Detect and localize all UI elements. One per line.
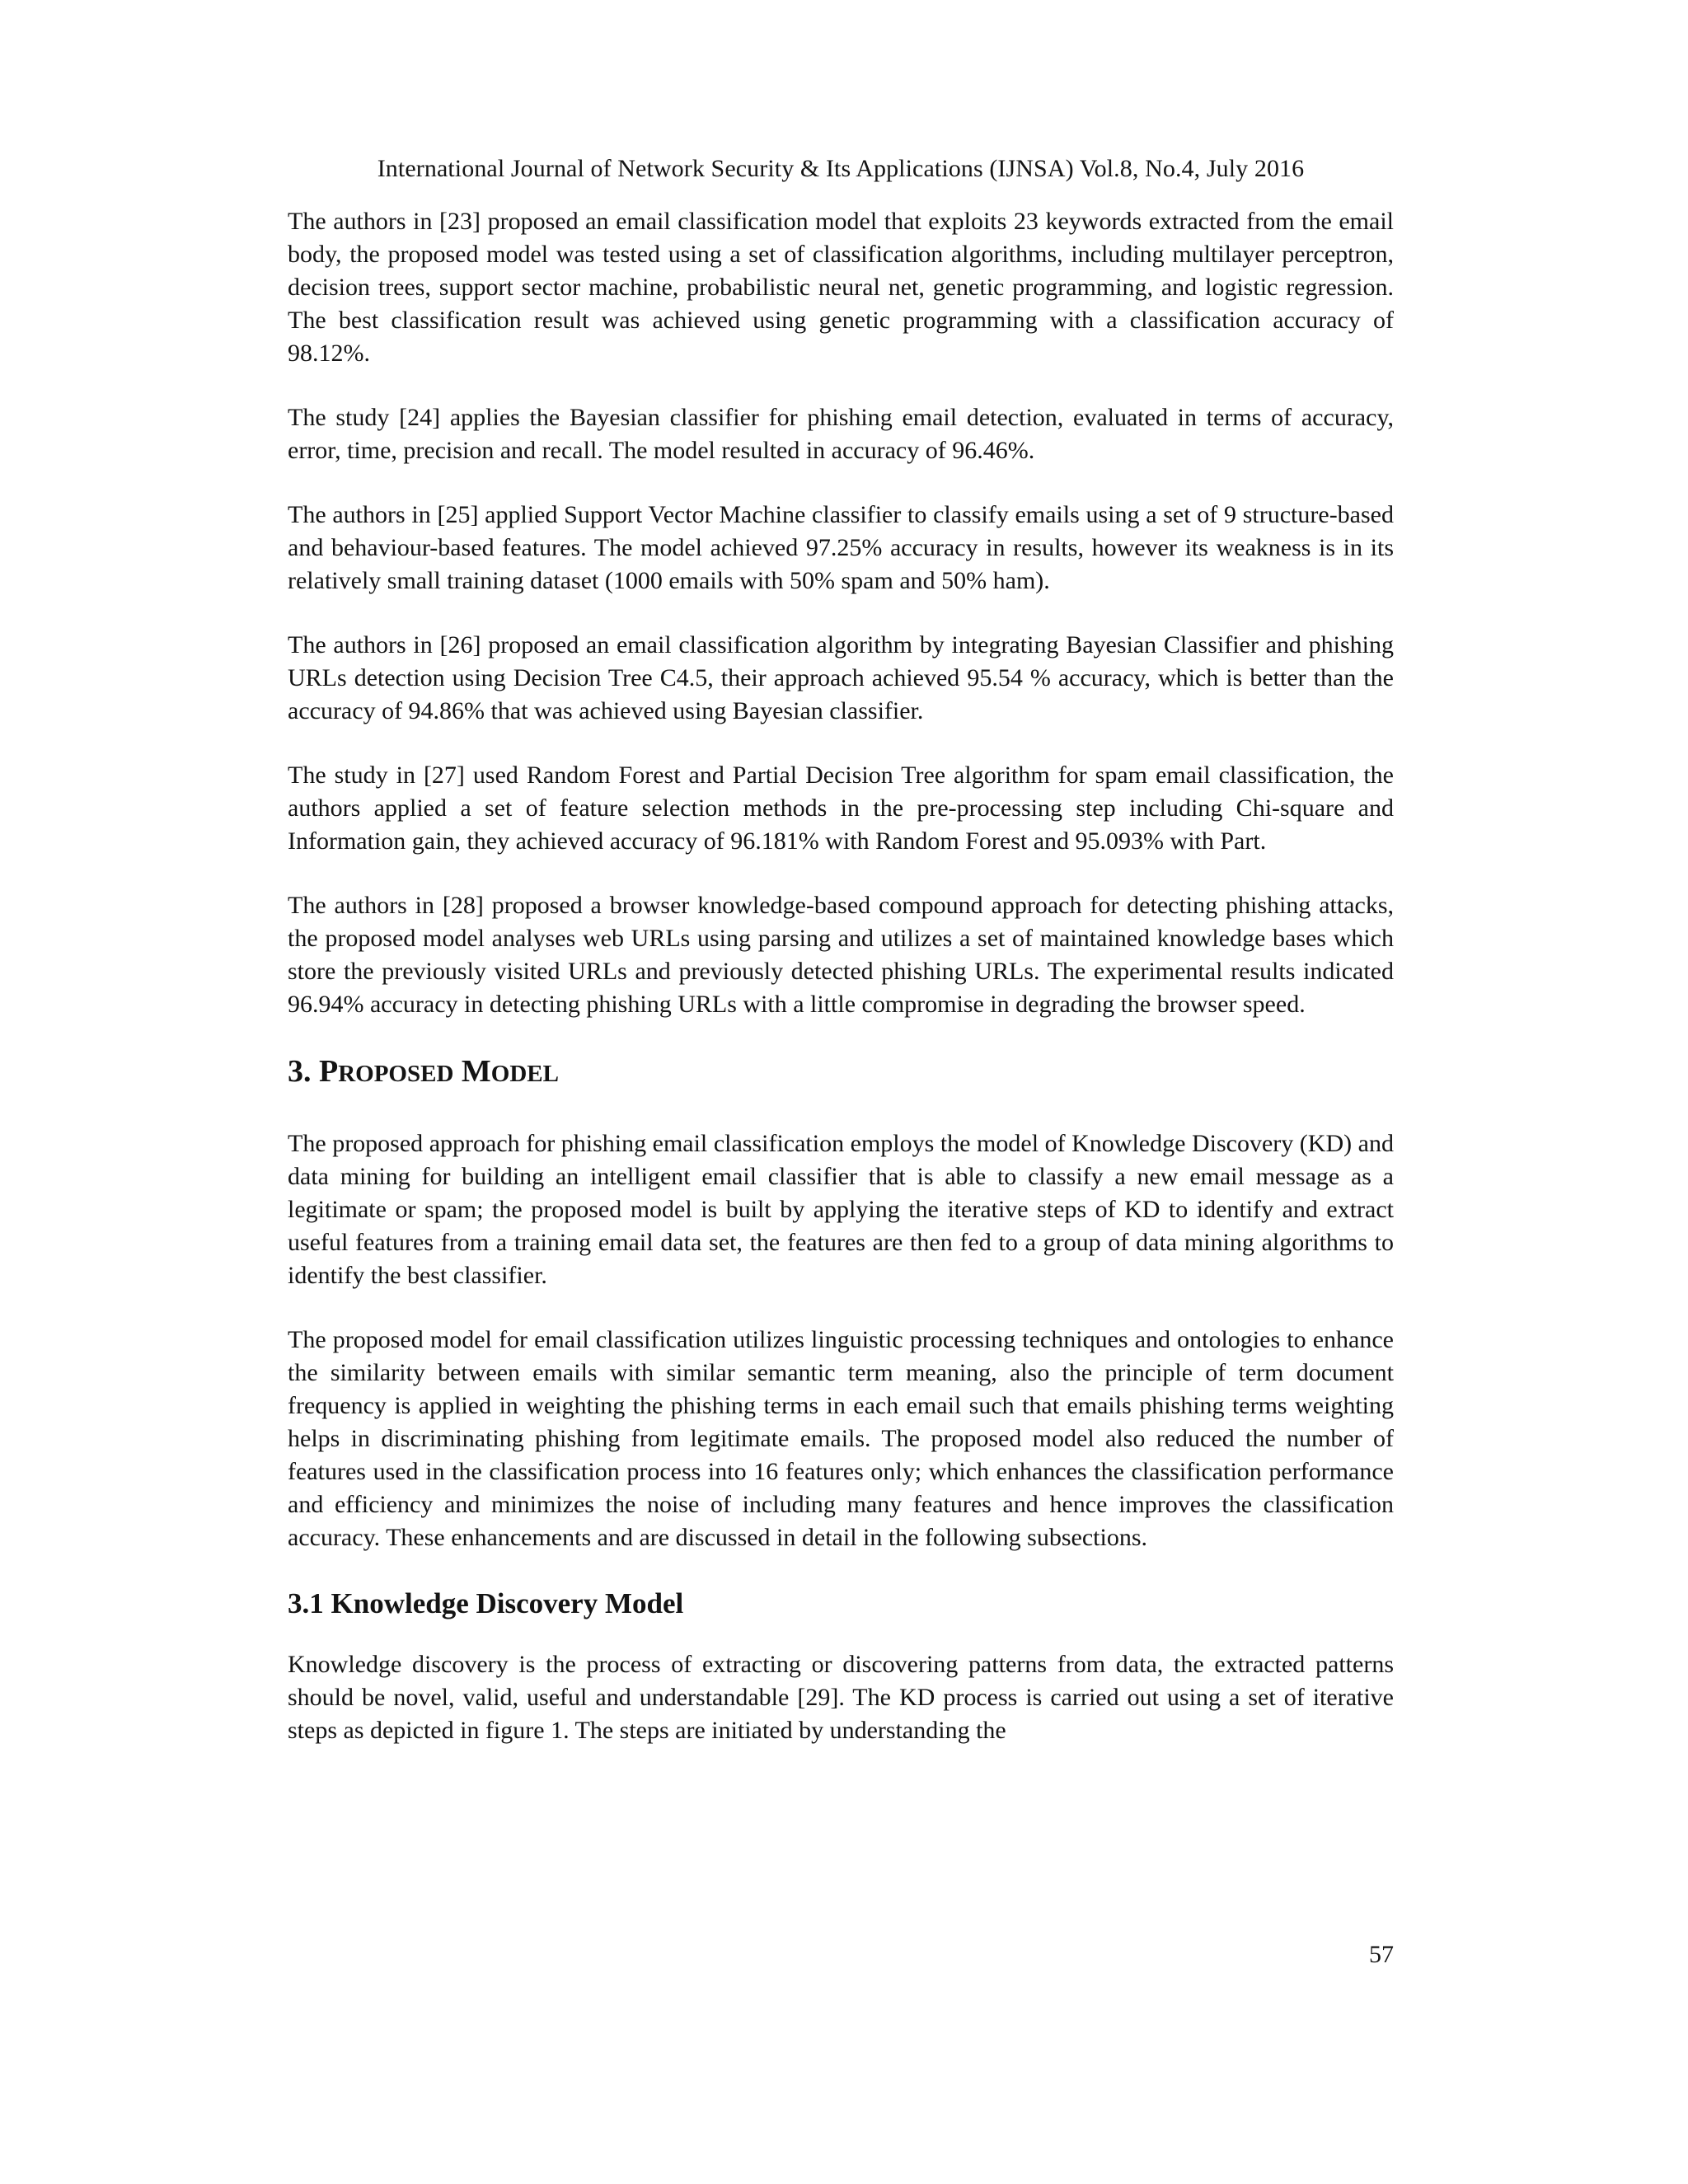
paragraph-knowledge-discovery: Knowledge discovery is the process of extracting or discovering patterns from data, the extracted patterns should be novel, valid, useful and understandable [29]. The KD process is carried out using a set of iterative steps as depicted in figure 1. The steps are initiated by understanding the — [288, 1651, 1394, 1744]
paragraph-ref-28: The authors in [28] proposed a browser knowledge-based compound approach for detecting phishing attacks, the proposed model analyses web URLs using parsing and utilizes a set of maintained knowledge bases which store the previously visited URLs and previously detected phishing URLs. The experimental results indicated 96.94% accuracy in detecting phishing URLs with a little compromise in degrading the browser speed. — [288, 892, 1394, 1018]
paragraph-proposed-model: The proposed model for email classification utilizes linguistic processing techniques and ontologies to enhance the similarity between emails with similar semantic term meaning, also the principle of term document frequency is applied in weighting the phishing terms in each email such that emails phishing terms weighting helps in discriminating phishing from legitimate emails. The proposed model also reduced the number of features used in the classification process into 16 features only; which enhances the classification performance and efficiency and minimizes the noise of including many features and hence improves the classification accuracy. These enhancements and are discussed in detail in the following subsections. — [288, 1326, 1394, 1551]
paragraph-ref-27: The study in [27] used Random Forest and Partial Decision Tree algorithm for spam email classification, the authors applied a set of feature selection methods in the pre-processing step including Chi-square and Information gain, they achieved accuracy of 96.181% with Random Forest and 95.093% with Part. — [288, 762, 1394, 855]
subsection-heading-knowledge-discovery: 3.1 Knowledge Discovery Model — [288, 1587, 684, 1619]
section-title-rest-1: ROPOSED — [338, 1061, 454, 1087]
paragraph-ref-23: The authors in [23] proposed an email classification model that exploits 23 keywords extracted from the email body, the proposed model was tested using a set of classification algorithms, including multilayer perceptron, decision trees, support sector machine, probabilistic neural net, genetic programming, and logistic regression. The best classification result was achieved using genetic programming with a classification accuracy of 98.12%. — [288, 208, 1394, 367]
section-title-initial-1: P — [319, 1054, 339, 1089]
section-title-rest-2: ODEL — [490, 1061, 559, 1087]
running-header: International Journal of Network Security & Its Applications (IJNSA) Vol.8, No.4, July 2016 — [377, 155, 1305, 182]
section-heading-proposed-model — [288, 1052, 1394, 1093]
paragraph-ref-24: The study [24] applies the Bayesian classifier for phishing email detection, evaluated in terms of accuracy, error, time, precision and recall. The model resulted in accuracy of 96.46%. — [288, 404, 1394, 464]
paragraph-ref-26: The authors in [26] proposed an email classification algorithm by integrating Bayesian Classifier and phishing URLs detection using Decision Tree C4.5, their approach achieved 95.54 % accuracy, which is better than the accuracy of 94.86% that was achieved using Bayesian classifier. — [288, 631, 1394, 724]
section-number: 3. — [288, 1054, 312, 1089]
section-title-initial-2: M — [461, 1054, 491, 1089]
page-number: 57 — [1369, 1941, 1394, 1968]
paragraph-proposed-approach: The proposed approach for phishing email classification employs the model of Knowledge Discovery (KD) and data mining for building an intelligent email classifier that is able to classify a new email message as a legitimate or spam; the proposed model is built by applying the iterative steps of KD to identify and extract useful features from a training email data set, the features are then fed to a group of data mining algorithms to identify the best classifier. — [288, 1130, 1394, 1289]
paper-page — [288, 152, 1394, 1779]
paragraph-ref-25: The authors in [25] applied Support Vector Machine classifier to classify emails using a set of 9 structure-based and behaviour-based features. The model achieved 97.25% accuracy in results, however its weakness is in its relatively small training dataset (1000 emails with 50% spam and 50% ham). — [288, 501, 1394, 594]
